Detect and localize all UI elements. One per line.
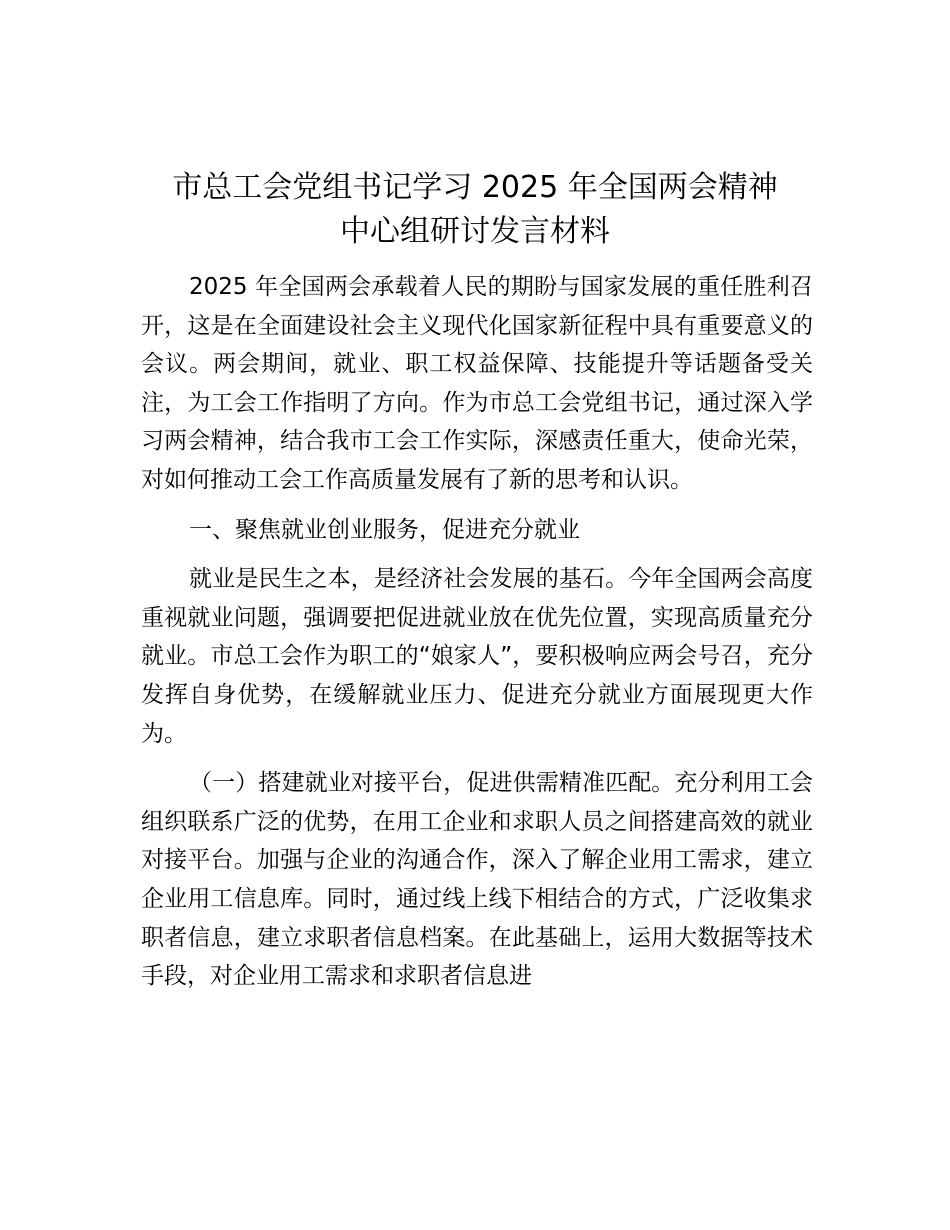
section-heading-1: 一、聚焦就业创业服务，促进充分就业: [189, 516, 580, 543]
document-body: [141, 268, 813, 996]
document-title-line-1: 市总工会党组书记学习 2025 年全国两会精神: [172, 170, 778, 205]
intro-paragraph: 2025 年全国两会承载着人民的期盼与国家发展的重任胜利召开，这是在全面建设社会主义现代化国家新征程中具有重要意义的会议。两会期间，就业、职工权益保障、技能提升等话题备受关注，为工会工作指明了方向。作为市总工会党组书记，通过深入学习两会精神，结合我市工会工作实际，深感责任重大，使命光荣，对如何推动工会工作高质量发展有了新的思考和认识。: [141, 274, 813, 493]
document-title-line-2: 中心组研讨发言材料: [340, 214, 610, 249]
section-1-paragraph: 就业是民生之本，是经济社会发展的基石。今年全国两会高度重视就业问题，强调要把促进就业放在优先位置，实现高质量充分就业。市总工会作为职工的“娘家人”，要积极响应两会号召，充分发挥自身优势，在缓解就业压力、促进充分就业方面展现更大作为。: [141, 566, 813, 747]
subsection-1-paragraph: （一）搭建就业对接平台，促进供需精准匹配。充分利用工会组织联系广泛的优势，在用工企业和求职人员之间搭建高效的就业对接平台。加强与企业的沟通合作，深入了解企业用工需求，建立企业用工信息库。同时，通过线上线下相结合的方式，广泛收集求职者信息，建立求职者信息档案。在此基础上，运用大数据等技术手段，对企业用工需求和求职者信息进: [141, 770, 813, 990]
